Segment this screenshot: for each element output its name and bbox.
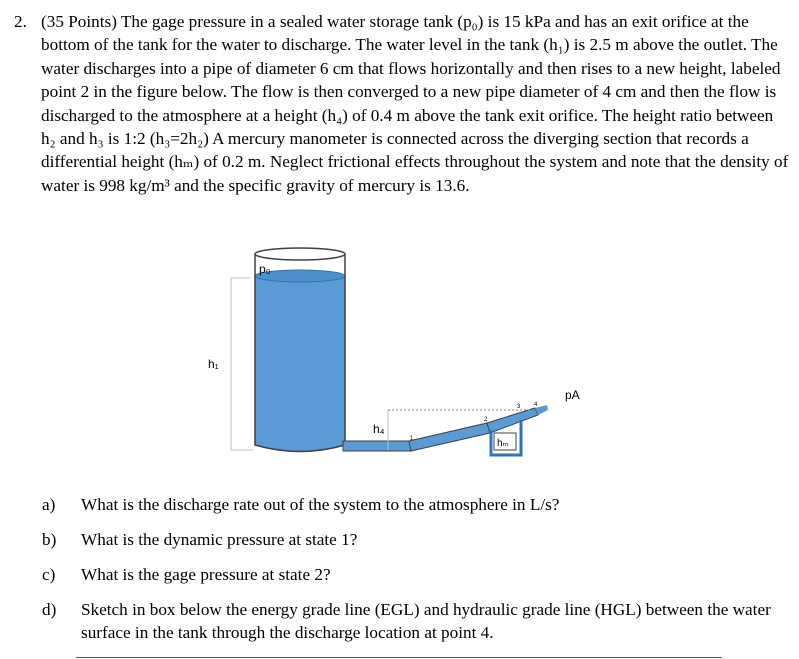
problem-statement [14, 10, 790, 197]
question-letter: c) [42, 565, 56, 584]
point-4-label: 4 [534, 402, 538, 408]
question-list [42, 493, 782, 656]
rising-pipe [409, 423, 490, 451]
question-text: What is the discharge rate out of the system to the atmosphere in L/s? [81, 495, 560, 514]
converging-pipe [487, 408, 538, 433]
pA-label: pA [565, 388, 580, 402]
tank-water [255, 276, 345, 452]
question-letter: b) [42, 530, 57, 549]
h1-guide-line [231, 278, 253, 450]
point-1-label: 1 [410, 436, 414, 442]
question-letter: d) [42, 600, 57, 619]
outlet-pipe [343, 441, 411, 451]
question-d [42, 598, 782, 644]
question-text: What is the gage pressure at state 2? [81, 565, 331, 584]
problem-number: 2. [14, 12, 27, 31]
question-b [42, 528, 782, 551]
h4-label: h₄ [373, 422, 385, 436]
h1-label: h₁ [208, 357, 219, 371]
point-3-label: 3 [517, 404, 521, 410]
problem-text: (35 Points) The gage pressure in a sealed water storage tank (p₀) is 15 kPa and has an exit orifice at the bottom of the tank for the water to discharge. The water level in the tank (h₁) is 2.5 m above the outlet. The water discharges into a pipe of diameter 6 cm that flows horizontally and then rises to a new height, labeled point 2 in the figure below. The flow is then converged to a new pipe diameter of 4 cm and then the flow is discharged to the atmosphere at a height (h₄) of 0.4 m above the tank exit orifice. The height ratio between h₂ and h₃ is 1:2 (h₃=2h₂) A mercury manometer is connected across the diverging section that records a differential height (hₘ) of 0.2 m. Neglect frictional effects throughout the system and note that the density of water is 998 kg/m³ and the specific gravity of mercury is 13.6. [41, 12, 789, 195]
question-text: What is the dynamic pressure at state 1? [81, 530, 358, 549]
question-a [42, 493, 782, 516]
sketch-box-top-edge [76, 657, 722, 658]
p0-label: p₀ [259, 262, 271, 276]
tank-top [255, 248, 345, 260]
question-text: Sketch in box below the energy grade line (EGL) and hydraulic grade line (HGL) between the water surface in the tank through the discharge location at point 4. [81, 600, 771, 642]
question-c [42, 563, 782, 586]
point-2-label: 2 [484, 417, 488, 423]
question-letter: a) [42, 495, 56, 514]
tank-pipe-figure [195, 240, 615, 480]
hm-label: hₘ [497, 438, 509, 449]
